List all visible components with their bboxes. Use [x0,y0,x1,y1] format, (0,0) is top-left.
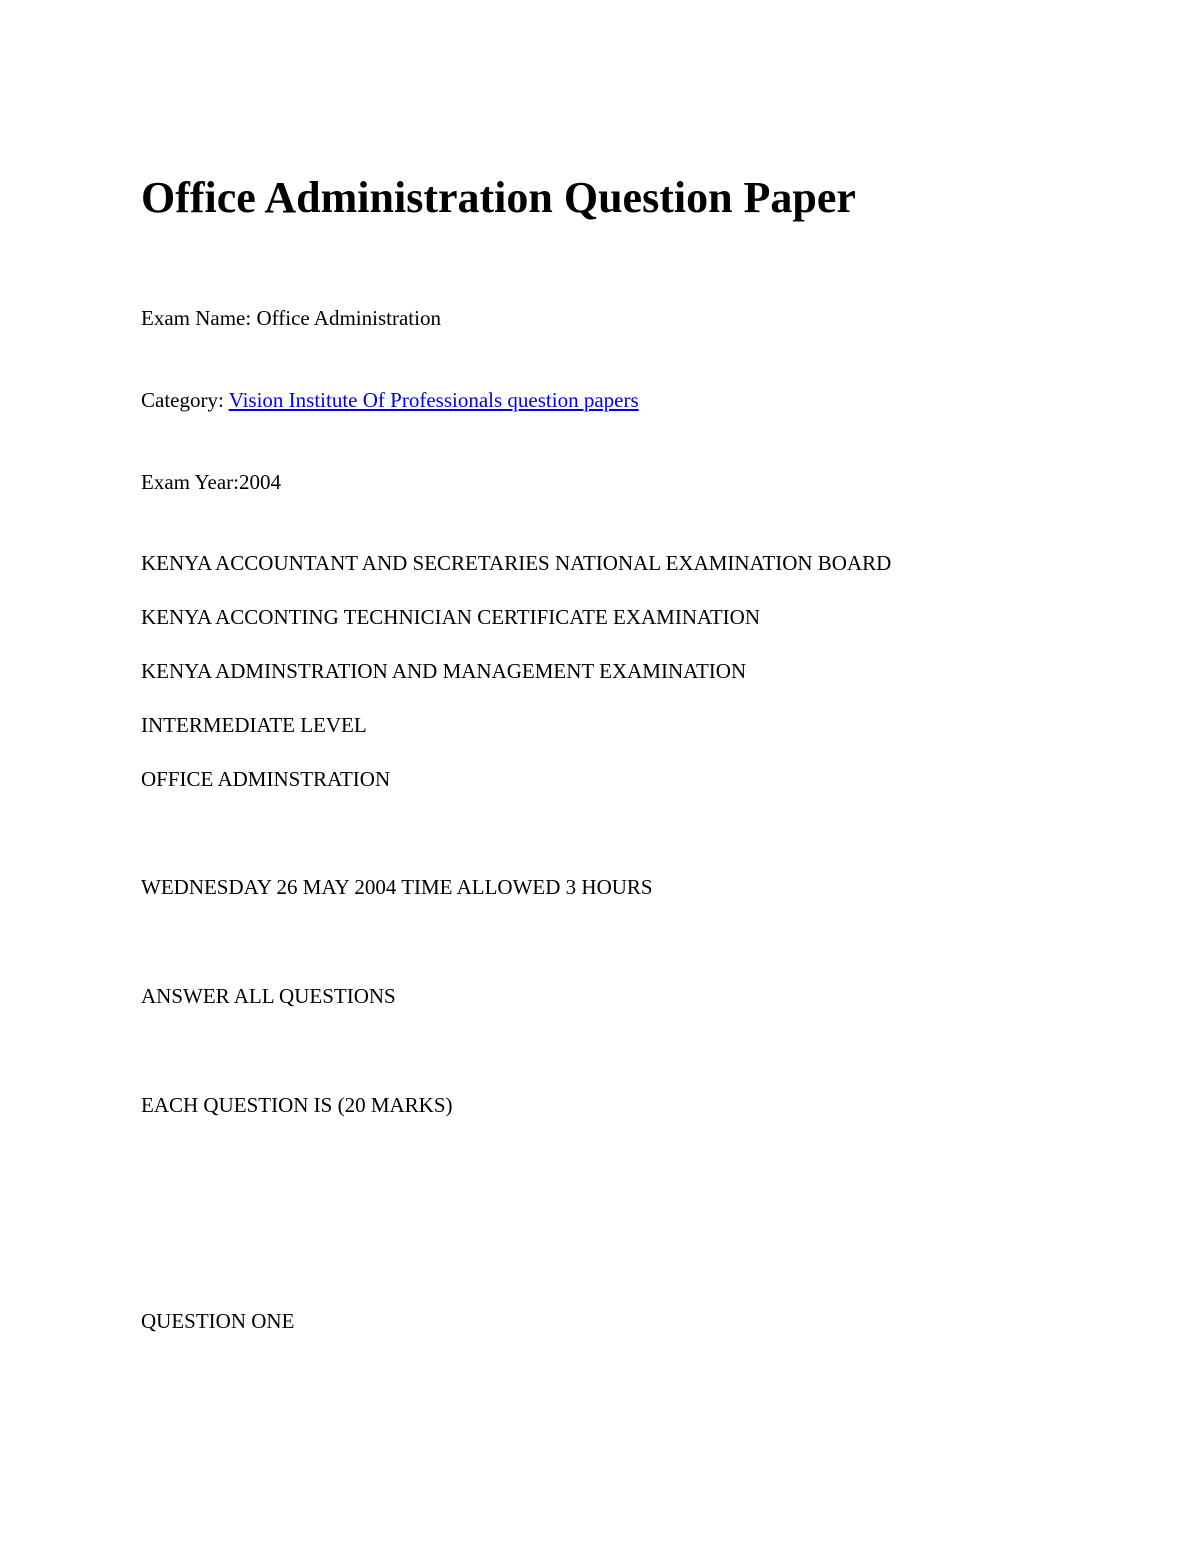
exam-name-label: Exam Name: [141,306,252,330]
question-heading: QUESTION ONE [141,1309,295,1333]
header-line-board: KENYA ACCOUNTANT AND SECRETARIES NATIONAL EXAMINATION BOARD [141,551,892,575]
instruction-line: ANSWER ALL QUESTIONS [141,984,396,1008]
page-title: Office Administration Question Paper [141,173,856,222]
header-line-subject: OFFICE ADMINSTRATION [141,767,391,791]
exam-name-line [141,306,441,331]
exam-year-value: 2004 [239,470,281,494]
header-line-certificate: KENYA ACCONTING TECHNICIAN CERTIFICATE EXAMINATION [141,605,760,629]
date-time-line: WEDNESDAY 26 MAY 2004 TIME ALLOWED 3 HOURS [141,875,653,899]
exam-year-line [141,470,281,495]
header-line-management: KENYA ADMINSTRATION AND MANAGEMENT EXAMINATION [141,659,747,683]
header-line-level: INTERMEDIATE LEVEL [141,713,367,737]
category-label: Category: [141,388,224,412]
category-link[interactable]: Vision Institute Of Professionals question papers [228,388,639,412]
marks-note-line: EACH QUESTION IS (20 MARKS) [141,1093,453,1117]
exam-name-value: Office Administration [256,306,441,330]
exam-year-label: Exam Year: [141,470,239,494]
category-line [141,388,639,413]
